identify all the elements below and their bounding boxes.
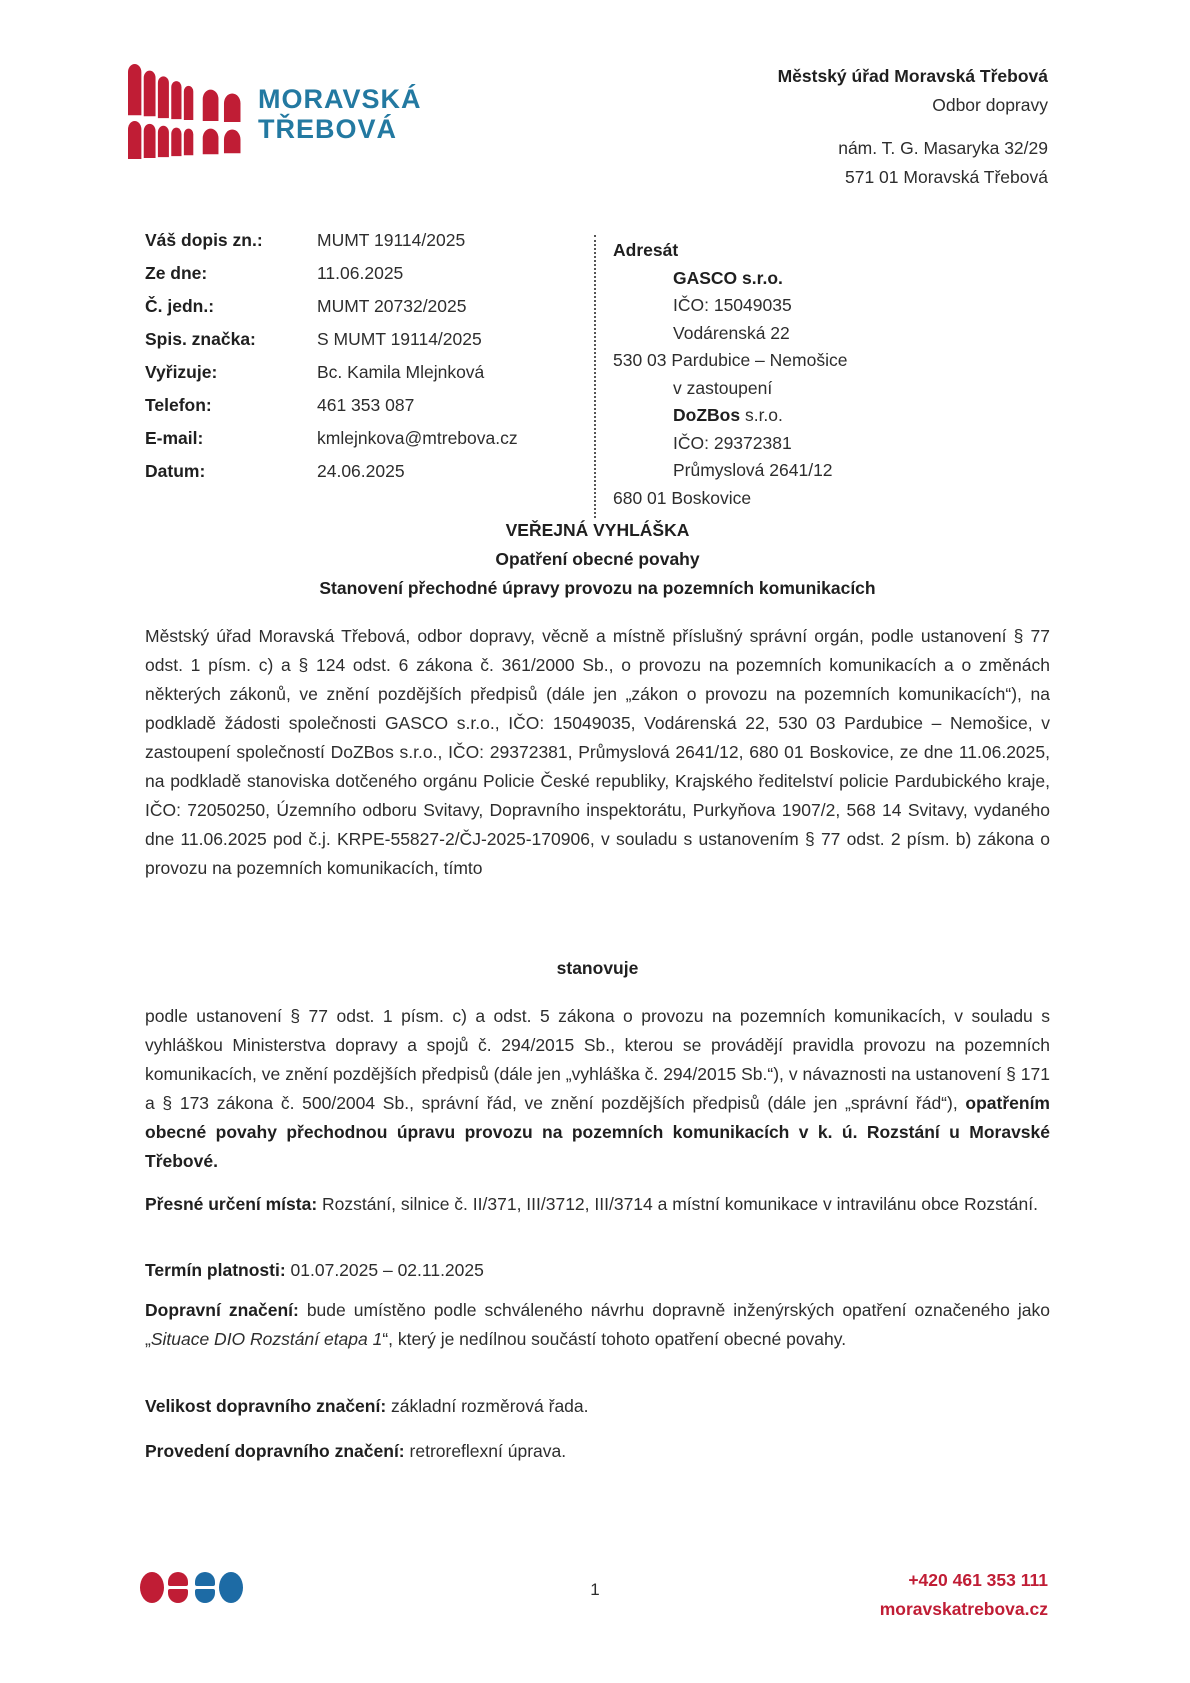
- addressee-company2-name: DoZBos s.r.o.: [673, 405, 783, 425]
- addressee-representation: v zastoupení: [673, 377, 773, 398]
- section-finish-text: retroreflexní úprava.: [409, 1441, 567, 1461]
- section-term: [145, 1256, 1050, 1285]
- addressee-company2-id: IČO: 29372381: [673, 432, 792, 453]
- office-header: [778, 62, 1048, 192]
- addressee-divider: [594, 235, 596, 518]
- reference-row: [145, 362, 518, 395]
- paragraph-decision-normal: podle ustanovení § 77 odst. 1 písm. c) a odst. 5 zákona o provozu na pozemních komunikacích, v souladu s vyhláškou Ministerstva dopravy a spojů č. 294/2015 Sb., kterou se provádějí pravidla provozu na pozemních komunikacích, ve znění pozdějších předpisů (dále jen „vyhláška č. 294/2015 Sb.“), v návaznosti na ustanovení § 171 a § 173 zákona č. 500/2004 Sb., správní řád, ve znění pozdějších předpisů (dále jen „správní řád“),: [145, 1006, 1050, 1113]
- section-place: [145, 1190, 1050, 1219]
- ref-label: Ze dne:: [145, 263, 208, 283]
- ref-value: 461 353 087: [317, 395, 415, 415]
- section-signage: [145, 1296, 1050, 1354]
- logo-line-2: TŘEBOVÁ: [258, 114, 398, 144]
- reference-row: [145, 329, 518, 362]
- addressee-company1-city: 530 03 Pardubice – Nemošice: [613, 350, 848, 370]
- section-size-label: Velikost dopravního značení:: [145, 1396, 387, 1416]
- city-logo-text: [258, 64, 422, 144]
- reference-row: [145, 461, 518, 494]
- section-term-text: 01.07.2025 – 02.11.2025: [290, 1260, 484, 1280]
- reference-row: [145, 263, 518, 296]
- addressee-company2-city: 680 01 Boskovice: [613, 487, 752, 508]
- addressee-company2-street: Průmyslová 2641/12: [673, 460, 833, 480]
- ref-label: Váš dopis zn.:: [145, 230, 263, 250]
- ref-value: 24.06.2025: [317, 461, 405, 481]
- section-signage-plan-name: Situace DIO Rozstání etapa 1: [150, 1329, 383, 1349]
- addressee-title: Adresát: [613, 240, 679, 260]
- paragraph-decision-bold: opatřením obecné povahy přechodnou úpravu provozu na pozemních komunikacích v k. ú. Rozstání u Moravské Třebové.: [145, 1093, 1050, 1171]
- reference-row: [145, 428, 518, 461]
- arches-logo-icon: [128, 64, 246, 159]
- ref-label: Spis. značka:: [145, 329, 256, 349]
- addressee-block: [613, 237, 847, 512]
- section-size-text: základní rozměrová řada.: [391, 1396, 589, 1416]
- office-address-line2: 571 01 Moravská Třebová: [845, 167, 1048, 187]
- paragraph-intro: Městský úřad Moravská Třebová, odbor dopravy, věcně a místně příslušný správní orgán, podle ustanovení § 77 odst. 1 písm. c) a § 124 odst. 6 zákona č. 361/2000 Sb., o provozu na pozemních komunikacích a o změnách některých zákonů, ve znění pozdějších předpisů (dále jen „zákon o provozu na pozemních komunikacích“), na podkladě žádosti společnosti GASCO s.r.o., IČO: 15049035, Vodárenská 22, 530 03 Pardubice – Nemošice, v zastoupení společností DoZBos s.r.o., IČO: 29372381, Průmyslová 2641/12, 680 01 Boskovice, ze dne 11.06.2025, na podkladě stanoviska dotčeného orgánu Policie České republiky, Krajského ředitelství policie Pardubického kraje, IČO: 72050250, Územního odboru Svitavy, Dopravního inspektorátu, Purkyňova 1907/2, 568 14 Svitavy, vydaného dne 11.06.2025 pod č.j. KRPE-55827-2/ČJ-2025-170906, v souladu s ustanovením § 77 odst. 2 písm. b) zákona o provozu na pozemních komunikacích, tímto: [145, 626, 1050, 878]
- ref-value: 11.06.2025: [317, 263, 404, 283]
- reference-row: [145, 230, 518, 263]
- section-finish: [145, 1437, 1050, 1466]
- ref-value: kmlejnkova@mtrebova.cz: [317, 428, 518, 448]
- ref-label: Č. jedn.:: [145, 296, 215, 316]
- section-finish-label: Provedení dopravního značení:: [145, 1441, 405, 1461]
- section-place-text: Rozstání, silnice č. II/371, III/3712, III/3714 a místní komunikace v intravilánu obce Rozstání.: [322, 1194, 1038, 1214]
- title-line-3: Stanovení přechodné úpravy provozu na pozemních komunikacích: [319, 578, 876, 598]
- office-address-line1: nám. T. G. Masaryka 32/29: [838, 138, 1048, 158]
- paragraph-decision: [145, 1002, 1050, 1176]
- section-size: [145, 1392, 1050, 1421]
- ref-value: MUMT 19114/2025: [317, 230, 466, 250]
- section-signage-text: bude umístěno podle schváleného návrhu dopravně inženýrských opatření označeného jako „Situace DIO Rozstání etapa 1“, který je nedílnou součástí tohoto opatření obecné povahy.: [145, 1300, 1050, 1349]
- ref-label: Vyřizuje:: [145, 362, 218, 382]
- footer-contact: [880, 1566, 1048, 1624]
- page-number: 1: [590, 1580, 600, 1599]
- section-term-label: Termín platnosti:: [145, 1260, 286, 1280]
- ref-value: MUMT 20732/2025: [317, 296, 467, 316]
- office-department: Odbor dopravy: [932, 95, 1048, 115]
- ref-value: Bc. Kamila Mlejnková: [317, 362, 485, 382]
- city-logo: [128, 64, 422, 159]
- section-place-label: Přesné určení místa:: [145, 1194, 318, 1214]
- ref-label: Datum:: [145, 461, 206, 481]
- document-title: [145, 516, 1050, 603]
- title-line-1: VEŘEJNÁ VYHLÁŠKA: [505, 520, 690, 540]
- title-line-2: Opatření obecné povahy: [495, 549, 700, 569]
- footer-website: moravskatrebova.cz: [879, 1599, 1048, 1619]
- footer-phone: +420 461 353 111: [908, 1570, 1048, 1590]
- reference-row: [145, 395, 518, 428]
- ref-value: S MUMT 19114/2025: [317, 329, 482, 349]
- office-name: Městský úřad Moravská Třebová: [777, 66, 1048, 86]
- stanovuje-heading: stanovuje: [556, 958, 639, 978]
- reference-row: [145, 296, 518, 329]
- addressee-company1-name: GASCO s.r.o.: [673, 267, 783, 288]
- reference-block: [145, 230, 518, 494]
- addressee-company1-id: IČO: 15049035: [673, 295, 792, 315]
- ref-label: E-mail:: [145, 428, 204, 448]
- section-signage-label: Dopravní značení:: [145, 1300, 299, 1320]
- logo-line-1: MORAVSKÁ: [258, 84, 422, 114]
- addressee-company1-street: Vodárenská 22: [673, 322, 790, 343]
- ref-label: Telefon:: [145, 395, 212, 415]
